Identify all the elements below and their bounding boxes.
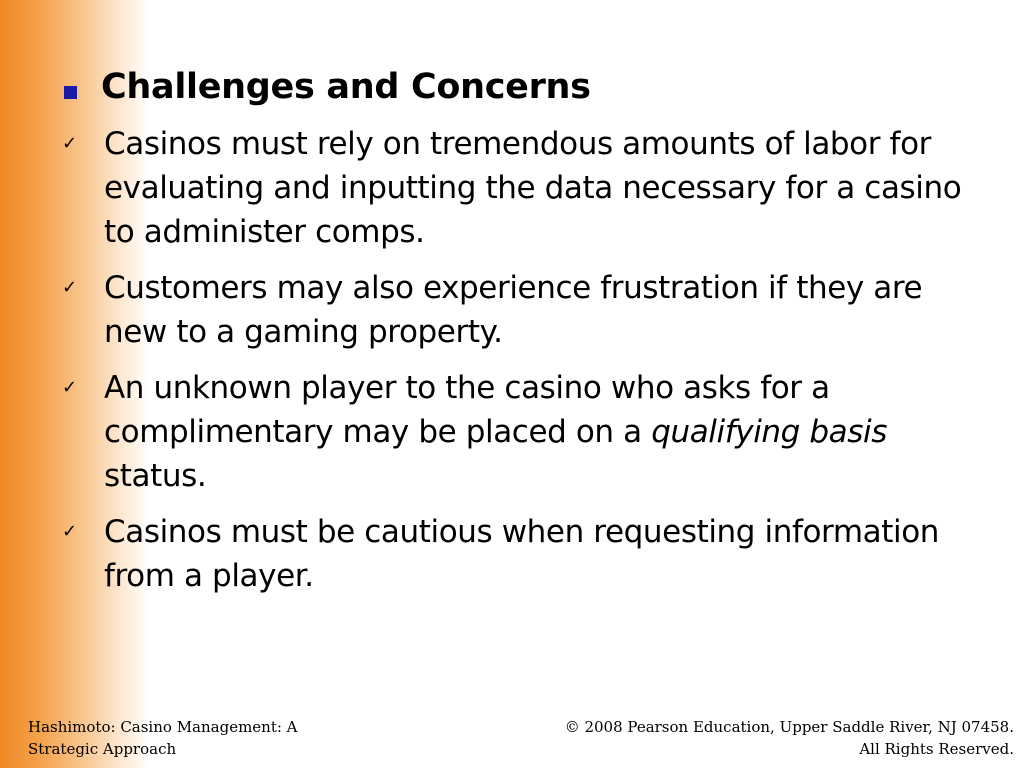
footer-left-line: Hashimoto: Casino Management: A — [28, 718, 298, 736]
bullet-item — [58, 266, 978, 354]
checkmark-icon: ✓ — [62, 133, 78, 154]
checkmark-icon: ✓ — [62, 377, 78, 398]
bullet-text-italic: qualifying basis — [651, 414, 887, 450]
footer-right — [454, 716, 1014, 760]
bullet-text: Casinos must be cautious when requesting information from a player. — [104, 514, 940, 594]
heading-row — [58, 62, 978, 112]
checkmark-icon: ✓ — [62, 521, 78, 542]
bullet-item — [58, 510, 978, 598]
checkmark-icon: ✓ — [62, 277, 78, 298]
bullet-text-part: status. — [104, 458, 207, 494]
footer-right-line: © 2008 Pearson Education, Upper Saddle River, NJ 07458. — [564, 718, 1014, 736]
bullet-text-part: An unknown player to the casino who asks for a complimentary may be placed on a — [104, 370, 830, 450]
slide-heading: Challenges and Concerns — [101, 67, 591, 107]
bullet-text — [104, 366, 964, 498]
footer-left-line: Strategic Approach — [28, 740, 177, 758]
square-bullet-icon — [64, 86, 77, 99]
footer-right-line: All Rights Reserved. — [859, 740, 1014, 758]
bullet-text: Customers may also experience frustration if they are new to a gaming property. — [104, 270, 923, 350]
footer-left — [28, 716, 348, 760]
bullet-item — [58, 122, 978, 254]
bullet-text: Casinos must rely on tremendous amounts of labor for evaluating and inputting the data necessary for a casino to administer comps. — [104, 126, 962, 250]
slide-content — [58, 62, 978, 610]
bullet-item — [58, 366, 978, 498]
